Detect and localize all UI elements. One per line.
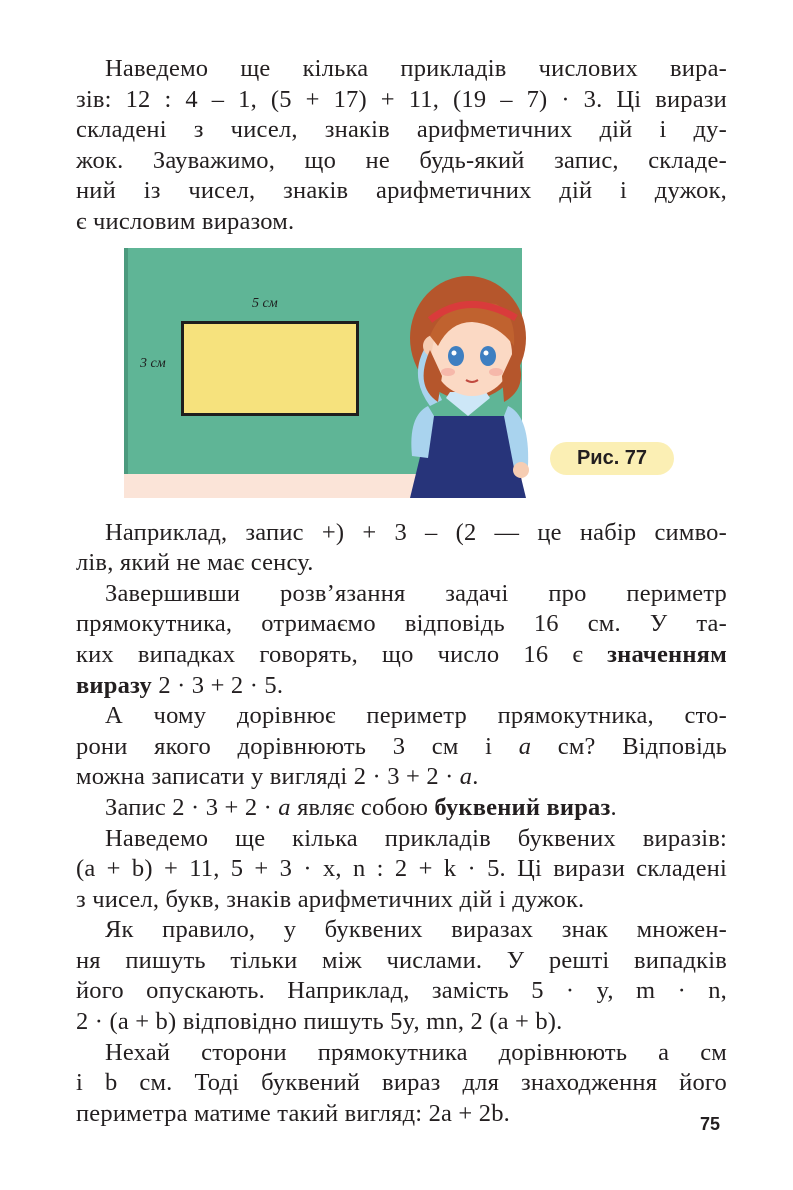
text-line: складені з чисел, знаків арифметичних дій і ду- [76,116,727,144]
term-bold: виразу [76,671,153,699]
text-fragment: рони якого дорівнюють 3 см і [76,732,519,760]
text-fragment: . [610,793,617,821]
text-fragment: можна записати у вигляді 2 · 3 + 2 · [76,763,460,791]
figure-77 [76,248,727,506]
text-fragment: Запис 2 · 3 + 2 · [105,793,279,821]
text-line: Наприклад, запис +) + 3 – (2 — це набір симво- [105,518,727,546]
paragraph-perimeter-question [76,701,727,793]
text-line: 2 · (a + b) відповідно пишуть 5y, mn, 2 (a + b). [76,1008,563,1036]
text-line [76,671,727,702]
board-edge [124,248,128,474]
text-line: Наведемо ще кілька прикладів числових вира- [105,55,727,82]
text-line: Наведемо ще кілька прикладів буквених виразів: [105,824,727,852]
text-line: Нехай сторони прямокутника дорівнюють a см [105,1038,727,1066]
paragraph-perimeter-formula [76,1038,727,1130]
text-line: (a + b) + 11, 5 + 3 · x, n : 2 + k · 5. Ці вирази складені [76,855,727,883]
text-line [76,793,727,824]
variable: a [459,763,473,791]
girl-illustration [368,266,548,498]
text-line: його опускають. Наприклад, замість 5 · y, m · n, [76,977,727,1005]
term-bold: буквений вираз [434,793,611,821]
text-fragment: являє собою [290,793,435,821]
text-fragment: . [472,763,479,791]
text-fragment: 2 · 3 + 2 · 5. [152,671,284,699]
text-line: жок. Зауважимо, що не будь-який запис, складе- [76,146,727,174]
text-line [76,762,727,793]
text-line: з чисел, букв, знаків арифметичних дій і дужок. [76,885,585,913]
text-line: ня пишуть тільки між числами. У решті випадків [76,946,727,974]
rectangle-height-label: 3 см [140,355,166,371]
text-line: периметра матиме такий вигляд: 2a + 2b. [76,1099,511,1127]
variable: a [278,793,291,821]
text-line: А чому дорівнює периметр прямокутника, сто- [105,702,727,730]
paragraph-letter-expression [76,793,727,824]
paragraph-meaningless-record [76,518,727,579]
paragraph-letter-examples [76,824,727,916]
text-line: зів: 12 : 4 – 1, (5 + 17) + 11, (19 – 7) · 3. Ці вирази [76,85,727,113]
text-fragment: см? Відповідь [531,732,727,760]
text-line: Завершивши розв’язання задачі про периметр [105,579,727,607]
variable: a [518,732,532,760]
textbook-page [76,54,727,1129]
text-line: є числовим виразом. [76,207,295,235]
text-fragment: ких випадках говорять, що число 16 є [76,640,608,668]
term-bold: значенням [607,640,727,668]
text-line [76,732,727,763]
figure-caption: Рис. 77 [550,442,674,475]
paragraph-multiplication-sign [76,915,727,1037]
text-line: Як правило, у буквених виразах знак множен- [105,916,727,944]
paragraph-numeric-expressions [76,54,727,238]
paragraph-expression-value [76,579,727,701]
text-line: ний із чисел, знаків арифметичних дій і дужок, [76,177,727,205]
text-line: лів, який не має сенсу. [76,549,314,577]
text-line: і b см. Тоді буквений вираз для знаходження його [76,1069,727,1097]
rectangle-width-label: 5 см [252,295,278,311]
yellow-rectangle [181,321,359,416]
text-line [76,640,727,671]
page-number: 75 [700,1114,721,1134]
text-line: прямокутника, отримаємо відповідь 16 см. У та- [76,610,727,638]
